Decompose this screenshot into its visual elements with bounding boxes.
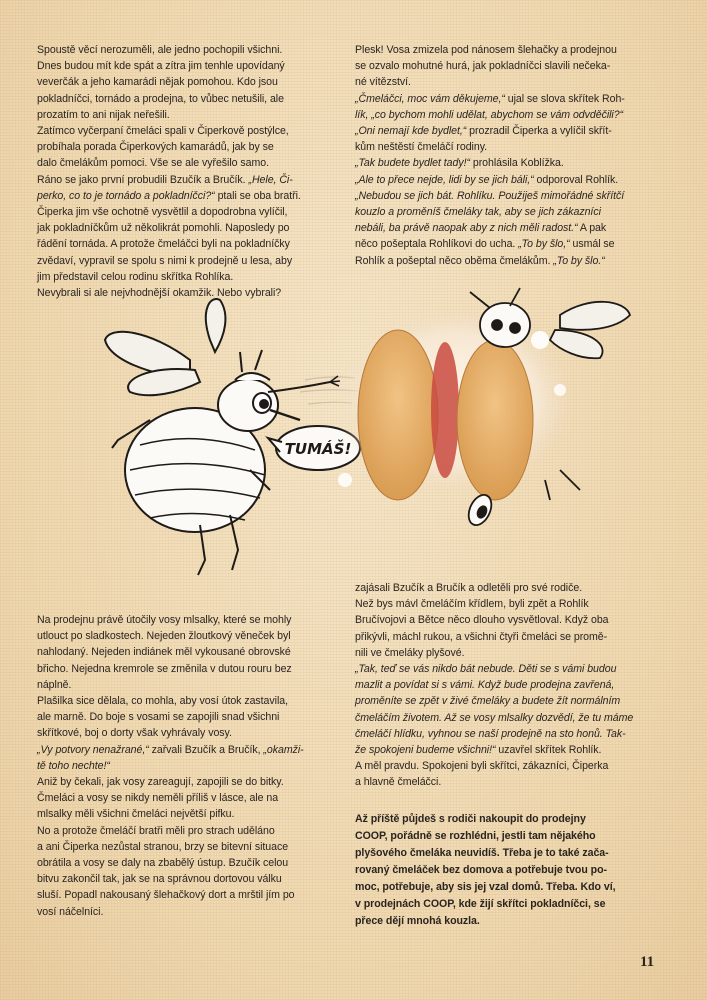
text-line: sluší. Popadl nakousaný šlehačkový dort a mrštil jím po [37, 889, 295, 902]
text-line: jim představil celou rodinu skřítka Rohlíka. [37, 270, 234, 283]
closing-paragraph [355, 811, 655, 930]
text-span: prohlásila Koblížka. [469, 157, 564, 170]
text-line: mlsalky měli všichni čmeláci největší pifku. [37, 808, 235, 821]
text-line: Plesk! Vosa zmizela pod nánosem šlehačky a prodejnou [355, 44, 617, 56]
quote-span: „Oni nemají kde bydlet,“ [355, 125, 467, 138]
text-line: Dnes budou mít kde spát a zítra jim tenhle upovídaný [37, 60, 285, 73]
text-line: moc, potřebuje, aby sis jej vzal domů. Třeba. Kdo ví, [355, 880, 616, 893]
text-line: Čmeláci a vosy se nikdy neměli příliš v lásce, ale na [37, 792, 279, 805]
text-line: zvědaví, vypravil se spolu s nimi k prodejně u lesa, aby [37, 254, 293, 267]
quote-line: čmeláčím životem. Až se vosy mlsalky dozvědí, že tu máme [355, 711, 634, 724]
quote-line: tě toho nechte!“ [37, 759, 110, 772]
quote-line: „Nebudou se jich bát. Rohlíku. Použiješ mimořádné skřítčí [355, 189, 625, 202]
text-line: a hlavně čmeláčci. [355, 776, 442, 789]
text-line: jak pokladníčkům už několikrát pomohli. Naposledy po [37, 222, 290, 235]
text-line: veverčák a jeho kamarádi nějak pomohou. Kdo jsou [37, 76, 278, 89]
text-line: pokladníčci, tornádo a prodejna, to vůbec netušili, ale [37, 92, 284, 105]
text-line [355, 123, 655, 139]
quote-span: „To by šlo,“ [515, 238, 570, 251]
text-span: usmál se [569, 238, 615, 251]
text-line: se ozvalo mohutné hurá, jak pokladníčci slavili nečeka- [355, 60, 611, 73]
text-line: Bručívojovi a Bětce něco dlouho vysvětloval. Když oba [355, 614, 609, 627]
text-line: řádění tornáda. A protože čmeláčci byli na pokladníčky [37, 238, 290, 251]
text-line [355, 742, 655, 758]
text-line: Čiperka jim vše ochotně vysvětlil a dopodrobna vylíčil, [37, 206, 288, 219]
quote-line: proměníte se zpět v živé čmeláky a budete žít normálním [355, 695, 621, 708]
text-line: rovaný čmeláček bez domova a potřebuje tvou po- [355, 863, 607, 876]
text-line: přikývli, máchl rukou, a všichni čtyři čmeláci se promě- [355, 630, 608, 643]
text-line: dalo čmelákům pomoci. Vše se ale vyřešilo samo. [37, 157, 269, 170]
text-line: nahlodaný. Nejeden indiánek měl vykousané obrovské [37, 646, 291, 659]
text-line: plyšového čmeláka neuvidíš. Třeba je to také zača- [355, 846, 609, 859]
text-span: Rohlík a pošeptal něco oběma čmelákům. [355, 254, 551, 267]
text-span: A pak [577, 222, 607, 235]
text-span: Ráno se jako první probudili Bzučík a Bručík. [37, 173, 246, 186]
text-line: Než bys mávl čmeláčím křídlem, byli zpět a Rohlík [355, 598, 589, 611]
text-line: No a protože čmeláčí bratři měli pro strach uděláno [37, 824, 275, 837]
text-line: zajásali Bzučík a Bručík a odletěli pro své rodiče. [355, 582, 583, 594]
text-span: ujal se slova skřítek Roh- [504, 92, 625, 105]
text-column-top-right [355, 42, 655, 269]
quote-span: „okamži- [260, 743, 304, 756]
text-line [355, 236, 655, 252]
text-line [355, 172, 655, 188]
text-line: nili ve čmeláky plyšové. [355, 646, 465, 659]
quote-span: „Vy potvory nenažrané,“ [37, 743, 149, 756]
text-line: Až příště půjdeš s rodiči nakoupit do prodejny [355, 812, 586, 825]
text-line: a ani Čiperka nezůstal stranou, brzy se bitevní situace [37, 840, 289, 853]
text-line: COOP, pořádně se rozhlédni, jestli tam nějakého [355, 829, 596, 842]
text-line [355, 91, 655, 107]
quote-span: „Ale to přece nejde, lidi by se jich báli,“ [355, 173, 534, 186]
text-line: ale marně. Do boje s vosami se zapojili snad všichni [37, 711, 280, 724]
text-line: né vítězství. [355, 76, 411, 89]
text-line: A měl pravdu. Spokojeni byli skřítci, zákazníci, Čiperka [355, 760, 609, 773]
text-line [37, 172, 327, 188]
text-line: Na prodejnu právě útočily vosy mlsalky, které se mohly [37, 614, 292, 626]
quote-span: „Čmeláčci, moc vám děkujeme,“ [355, 92, 505, 105]
text-line [355, 253, 655, 269]
text-line: Zatímco vyčerpaní čmeláci spali v Čiperkově postýlce, [37, 125, 289, 138]
quote-span: „To by šlo.“ [550, 254, 605, 267]
text-span: prozradil Čiperka a vylíčil skřít- [466, 125, 612, 138]
quote-span: nebáli, ba právě naopak aby z nich měli radost.“ [355, 222, 578, 235]
text-line: skřítkové, boj o dorty však vyhrávaly vosy. [37, 727, 232, 740]
text-line: vosí náčelníci. [37, 905, 104, 918]
text-line [37, 742, 337, 758]
text-line: Aniž by čekali, jak vosy zareagují, zapojili se do bitky. [37, 776, 284, 789]
text-column-bottom-left [37, 612, 337, 920]
text-line: kům neštěstí čmeláčí rodiny. [355, 141, 488, 154]
speech-bubble-text: TUMÁŠ! [284, 440, 352, 458]
text-column-bottom-right [355, 580, 655, 930]
illustration-bee-throwing-cake [0, 270, 707, 590]
text-line: břicho. Nejedna kremrole se změnila v dutou rouru bez [37, 662, 292, 675]
quote-line: „Tak, teď se vás nikdo bát nebude. Děti se s vámi budou [355, 663, 617, 676]
text-line [37, 188, 327, 204]
text-span: ptali se oba bratři. [214, 189, 301, 202]
text-line: utlouct po sladkostech. Nejeden žloutkový věneček byl [37, 630, 291, 643]
text-line: v prodejnách COOP, kde žijí skřítci pokladníčci, se [355, 897, 606, 910]
text-line: přece dějí mnohá kouzla. [355, 914, 480, 927]
text-line: probíhala porada Čiperkových kamarádů, jak by se [37, 141, 274, 154]
text-line: prozatím to ani nijak neřešili. [37, 108, 170, 121]
text-line: Nevybrali si ale nejvhodnější okamžik. Nebo vybrali? [37, 287, 282, 300]
quote-span: perko, co to je tornádo a pokladníčci?“ [37, 189, 215, 202]
text-line [355, 155, 655, 171]
quote-line: čmeláčí hlídku, vyhnou se naší prodejně na sto honů. Tak- [355, 727, 626, 740]
quote-span: „Tak budete bydlet tady!“ [355, 157, 470, 170]
page-number: 11 [640, 954, 655, 970]
cream-cake-splash [335, 305, 575, 500]
text-line [355, 220, 655, 236]
text-line: Spoustě věcí nerozuměli, ale jedno pochopili všichni. [37, 44, 283, 56]
text-column-top-left [37, 42, 327, 301]
text-span: zařvali Bzučík a Bručík, [148, 743, 261, 756]
text-line: náplně. [37, 678, 72, 691]
text-line: bitvu zakončil tak, jak se na správnou dortovou válku [37, 873, 282, 886]
text-line: obrátila a vosy se daly na zbabělý ústup. Bzučík celou [37, 857, 289, 870]
quote-line: mazlit a povídat si s vámi. Když bude prodejna zavřená, [355, 679, 615, 692]
quote-line: lík, „co bychom mohli udělat, abychom se vám odvděčili?“ [355, 108, 624, 121]
text-span: něco pošeptala Rohlíkovi do ucha. [355, 238, 516, 251]
quote-line: kouzlo a proměníš čmeláky tak, aby se jich zákazníci [355, 206, 601, 219]
text-line: Plašilka sice dělala, co mohla, aby vosí útok zastavila, [37, 695, 288, 708]
text-span: odporoval Rohlík. [533, 173, 619, 186]
quote-span: že spokojeni budeme všichni!“ [355, 744, 496, 757]
quote-span: „Hele, Či- [248, 173, 293, 186]
text-span: uzavřel skřítek Rohlík. [495, 744, 602, 757]
